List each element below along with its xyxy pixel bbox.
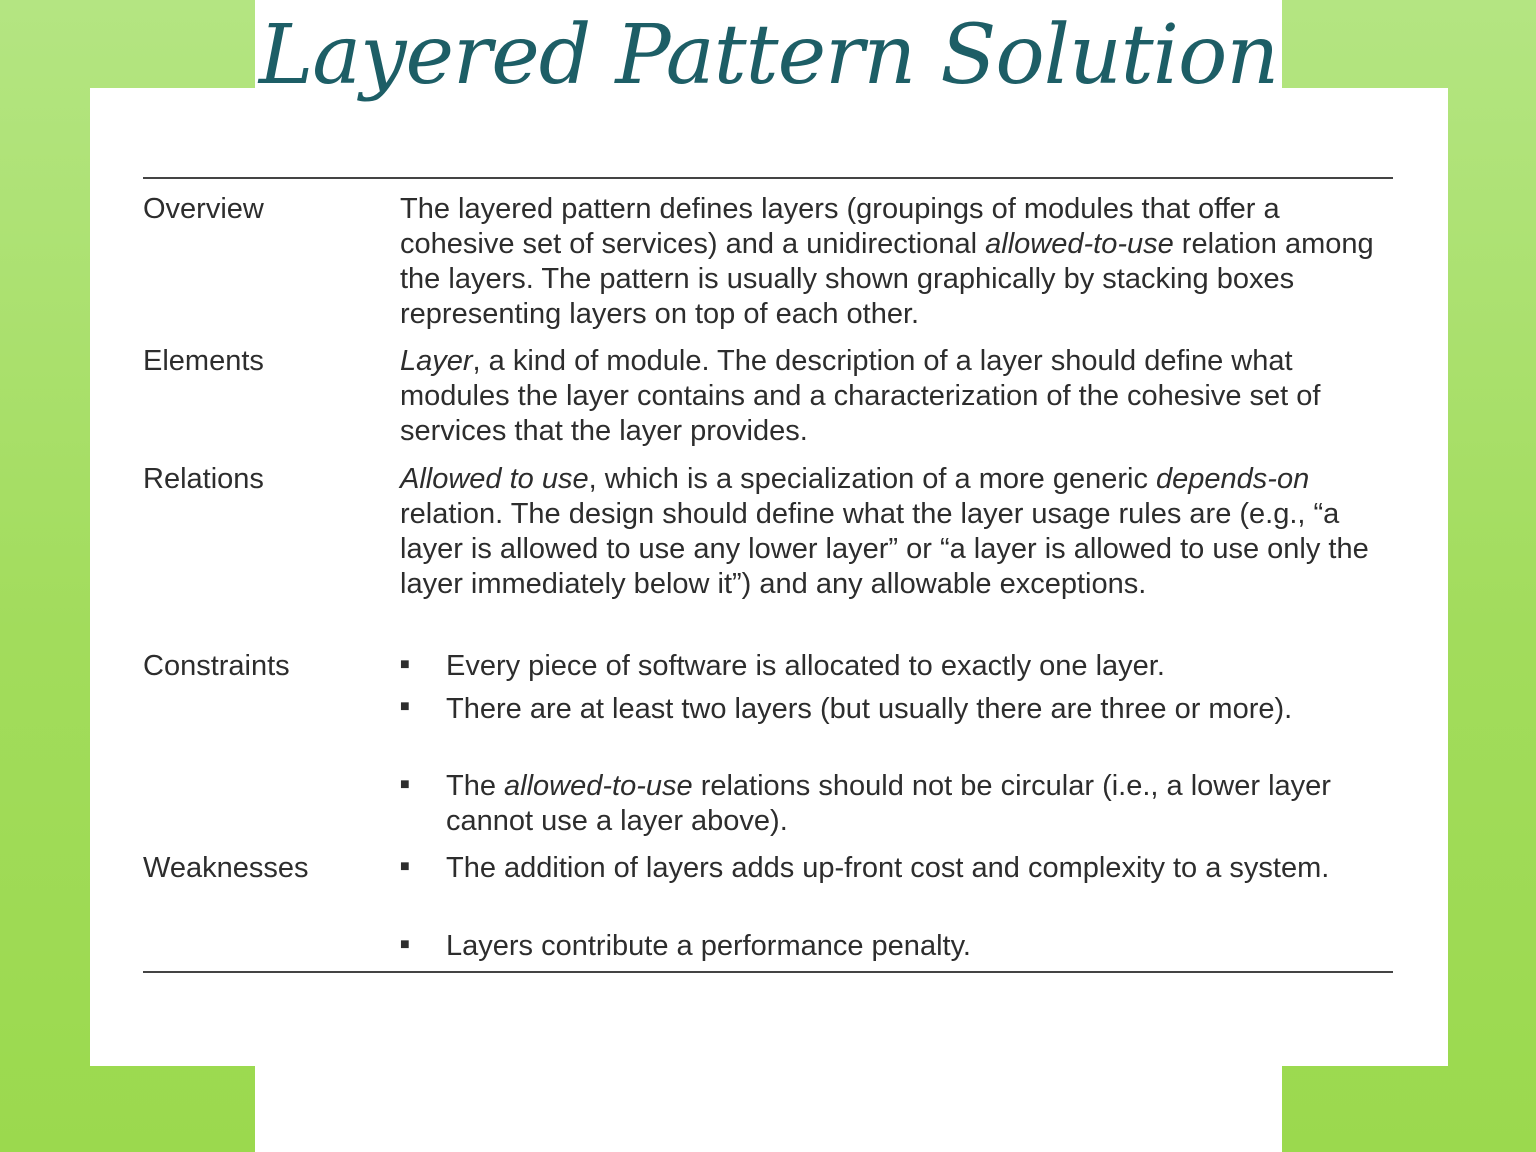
constraint-bullet-2: There are at least two layers (but usually there are three or more). — [446, 693, 1293, 725]
relations-emphasis: depends-on — [1156, 463, 1310, 495]
constraint-text-part: The — [446, 770, 505, 802]
row-text-relations — [400, 462, 1385, 602]
constraint-bullet-1: Every piece of software is allocated to exactly one layer. — [446, 650, 1165, 682]
row-label-elements: Elements — [143, 345, 264, 377]
overview-emphasis: allowed-to-use — [985, 228, 1174, 260]
constraint-text-part: relations should not be circular (i.e., a lower layer cannot use a layer above). — [446, 770, 1331, 837]
relations-emphasis: Allowed to use — [400, 463, 589, 495]
table-top-rule — [143, 177, 1393, 179]
elements-text-part: , a kind of module. The description of a layer should define what modules the layer contains and a characterization of the cohesive set of services that the layer provides. — [400, 345, 1321, 447]
bullet-marker: ■ — [400, 656, 410, 673]
bullet-marker: ■ — [400, 776, 410, 793]
row-label-overview: Overview — [143, 193, 264, 225]
relations-text-part: relation. The design should define what the layer usage rules are (e.g., “a layer is allowed to use any lower layer” or “a layer is allowed to use only the layer immediately below it”) and any allowable exceptions. — [400, 498, 1369, 600]
bullet-marker: ■ — [400, 936, 410, 953]
relations-text-part: , which is a specialization of a more generic — [588, 463, 1157, 495]
constraint-bullet-3 — [446, 769, 1386, 839]
weakness-bullet-1: The addition of layers adds up-front cost and complexity to a system. — [446, 852, 1330, 884]
overview-text-part: The layered pattern defines layers (groupings of modules that offer a cohesive set of services) and a unidirectional — [400, 193, 1280, 260]
row-label-relations: Relations — [143, 463, 264, 495]
slide-title: Layered Pattern Solution — [258, 8, 1279, 103]
bullet-marker: ■ — [400, 698, 410, 715]
row-text-elements — [400, 344, 1385, 449]
bottom-panel — [255, 1050, 1282, 1152]
weakness-bullet-2: Layers contribute a performance penalty. — [446, 930, 971, 962]
constraint-emphasis: allowed-to-use — [504, 770, 693, 802]
bullet-marker: ■ — [400, 858, 410, 875]
elements-emphasis: Layer — [400, 345, 473, 377]
row-label-weaknesses: Weaknesses — [143, 852, 309, 884]
row-label-constraints: Constraints — [143, 650, 290, 682]
row-text-overview — [400, 192, 1385, 332]
overview-text-part: relation among the layers. The pattern is usually shown graphically by stacking boxes representing layers on top of each other. — [400, 228, 1374, 330]
table-bottom-rule — [143, 971, 1393, 973]
